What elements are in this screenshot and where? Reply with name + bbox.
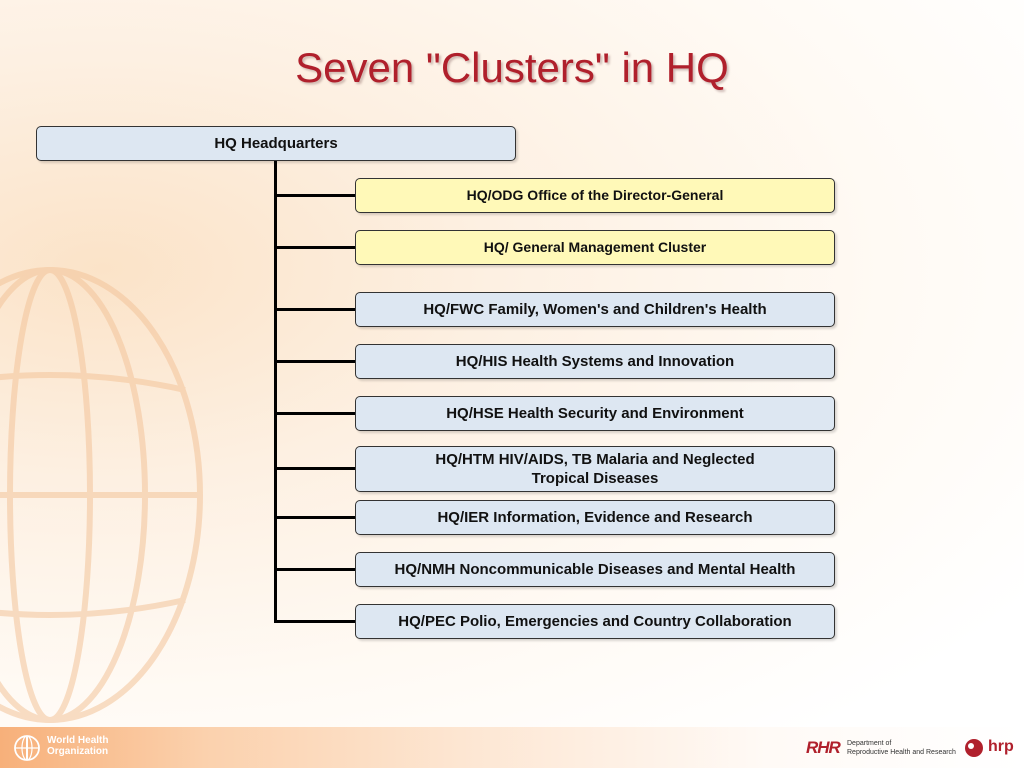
branch-connector xyxy=(274,308,355,311)
globe-watermark-icon xyxy=(0,260,210,730)
branch-connector xyxy=(274,620,355,623)
who-logo-line2: Organization xyxy=(47,746,109,757)
who-emblem-icon xyxy=(10,733,44,763)
who-logo-text xyxy=(47,735,108,757)
department-line2: Reproductive Health and Research xyxy=(847,749,956,756)
cluster-node-ier: HQ/IER Information, Evidence and Research xyxy=(355,500,835,535)
cluster-node-fwc: HQ/FWC Family, Women's and Children's Health xyxy=(355,292,835,327)
branch-connector xyxy=(274,516,355,519)
branch-connector xyxy=(274,194,355,197)
branch-connector xyxy=(274,467,355,470)
cluster-node-nmh: HQ/NMH Noncommunicable Diseases and Mental Health xyxy=(355,552,835,587)
branch-connector xyxy=(274,568,355,571)
branch-connector xyxy=(274,246,355,249)
cluster-node-general-management: HQ/ General Management Cluster xyxy=(355,230,835,265)
page-title: Seven "Clusters" in HQ xyxy=(295,44,729,91)
cluster-node-hse: HQ/HSE Health Security and Environment xyxy=(355,396,835,431)
who-logo-line1: World Health xyxy=(47,735,109,746)
tree-trunk-connector xyxy=(274,161,277,623)
rhr-logo: RHR xyxy=(806,738,840,757)
department-line1: Department of xyxy=(847,740,892,747)
department-label xyxy=(847,739,956,757)
hrp-logo: hrp xyxy=(988,738,1014,755)
root-node-hq-headquarters: HQ Headquarters xyxy=(36,126,516,161)
cluster-node-htm: HQ/HTM HIV/AIDS, TB Malaria and Neglected Tropical Diseases xyxy=(355,446,835,492)
cluster-node-his: HQ/HIS Health Systems and Innovation xyxy=(355,344,835,379)
cluster-node-pec: HQ/PEC Polio, Emergencies and Country Collaboration xyxy=(355,604,835,639)
hrp-logo-icon xyxy=(963,737,985,759)
branch-connector xyxy=(274,412,355,415)
branch-connector xyxy=(274,360,355,363)
cluster-node-odg: HQ/ODG Office of the Director-General xyxy=(355,178,835,213)
